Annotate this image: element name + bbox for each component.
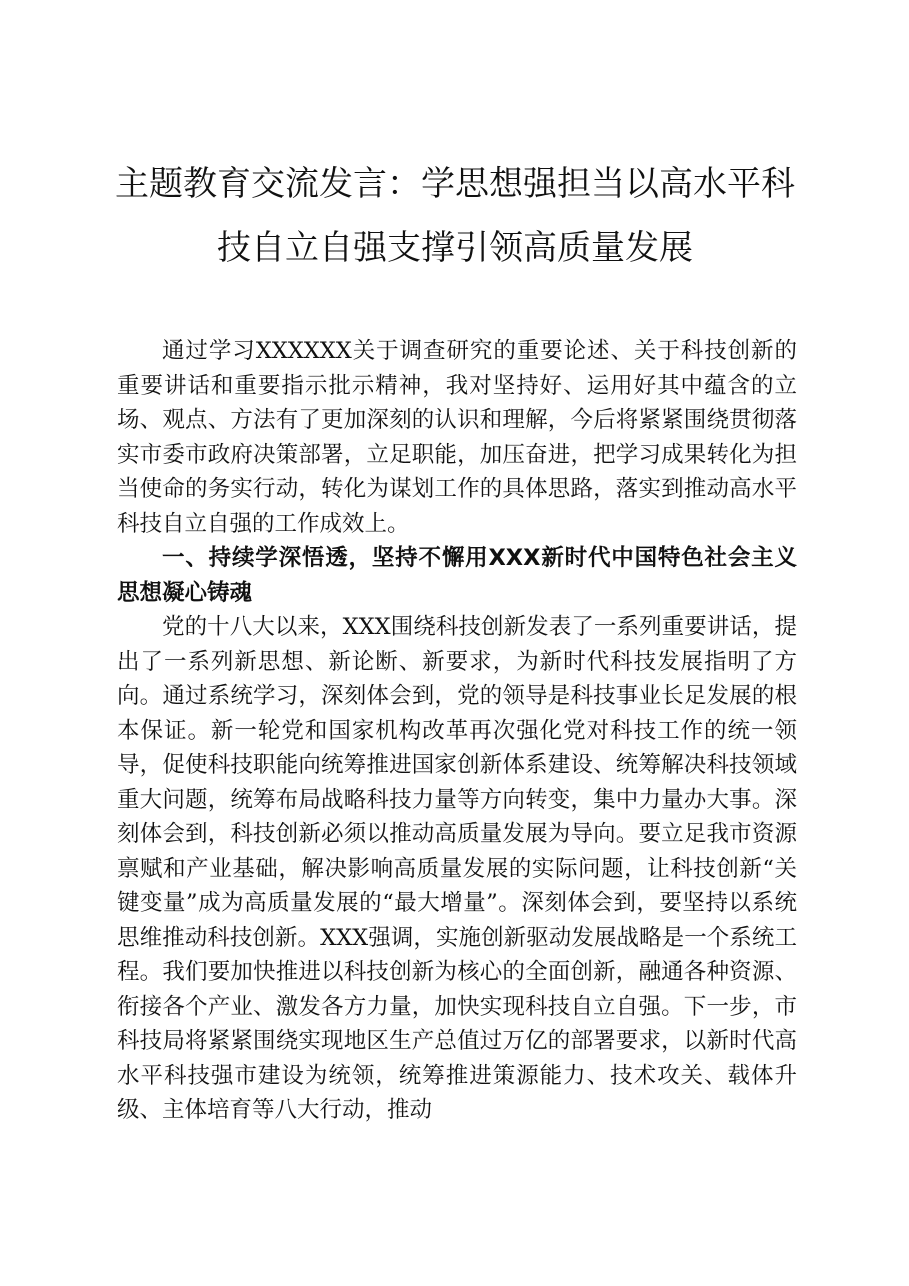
document-title xyxy=(110,152,800,280)
title-line-2: 技自立自强支撑引领高质量发展 xyxy=(217,228,693,268)
section-1-paragraph: 党的十八大以来，XXX围绕科技创新发表了一系列重要讲话，提出了一系列新思想、新论断、新要求，为新时代科技发展指明了方向。通过系统学习，深刻体会到，党的领导是科技事业长足发展的根本保证。新一轮党和国家机构改革再次强化党对科技工作的统一领导，促使科技职能向统筹推进国家创新体系建设、统筹解决科技领域重大问题，统筹布局战略科技力量等方向转变，集中力量办大事。深刻体会到，科技创新必须以推动高质量发展为导向。要立足我市资源禀赋和产业基础，解决影响高质量发展的实际问题，让科技创新“关键变量”成为高质量发展的“最大增量”。深刻体会到，要坚持以系统思维推动科技创新。XXX强调，实施创新驱动发展战略是一个系统工程。我们要加快推进以科技创新为核心的全面创新，融通各种资源、衔接各个产业、激发各方力量，加快实现科技自立自强。下一步，市科技局将紧紧围绕实现地区生产总值过万亿的部署要求，以新时代高水平科技强市建设为统领，统筹推进策源能力、技术攻关、载体升级、主体培育等八大行动，推动 xyxy=(117,614,797,1123)
intro-paragraph: 通过学习XXXXXX关于调查研究的重要论述、关于科技创新的重要讲话和重要指示批示精神，我对坚持好、运用好其中蕴含的立场、观点、方法有了更加深刻的认识和理解，今后将紧紧围绕贯彻落实市委市政府决策部署，立足职能，加压奋进，把学习成果转化为担当使命的务实行动，转化为谋划工作的具体思路，落实到推动高水平科技自立自强的工作成效上。 xyxy=(117,338,797,537)
section-heading-1: 一、持续学深悟透，坚持不懈用XXX新时代中国特色社会主义思想凝心铸魂 xyxy=(117,545,797,606)
title-line-1: 主题教育交流发言：学思想强担当以高水平科 xyxy=(115,164,795,204)
document-body xyxy=(117,334,797,1128)
